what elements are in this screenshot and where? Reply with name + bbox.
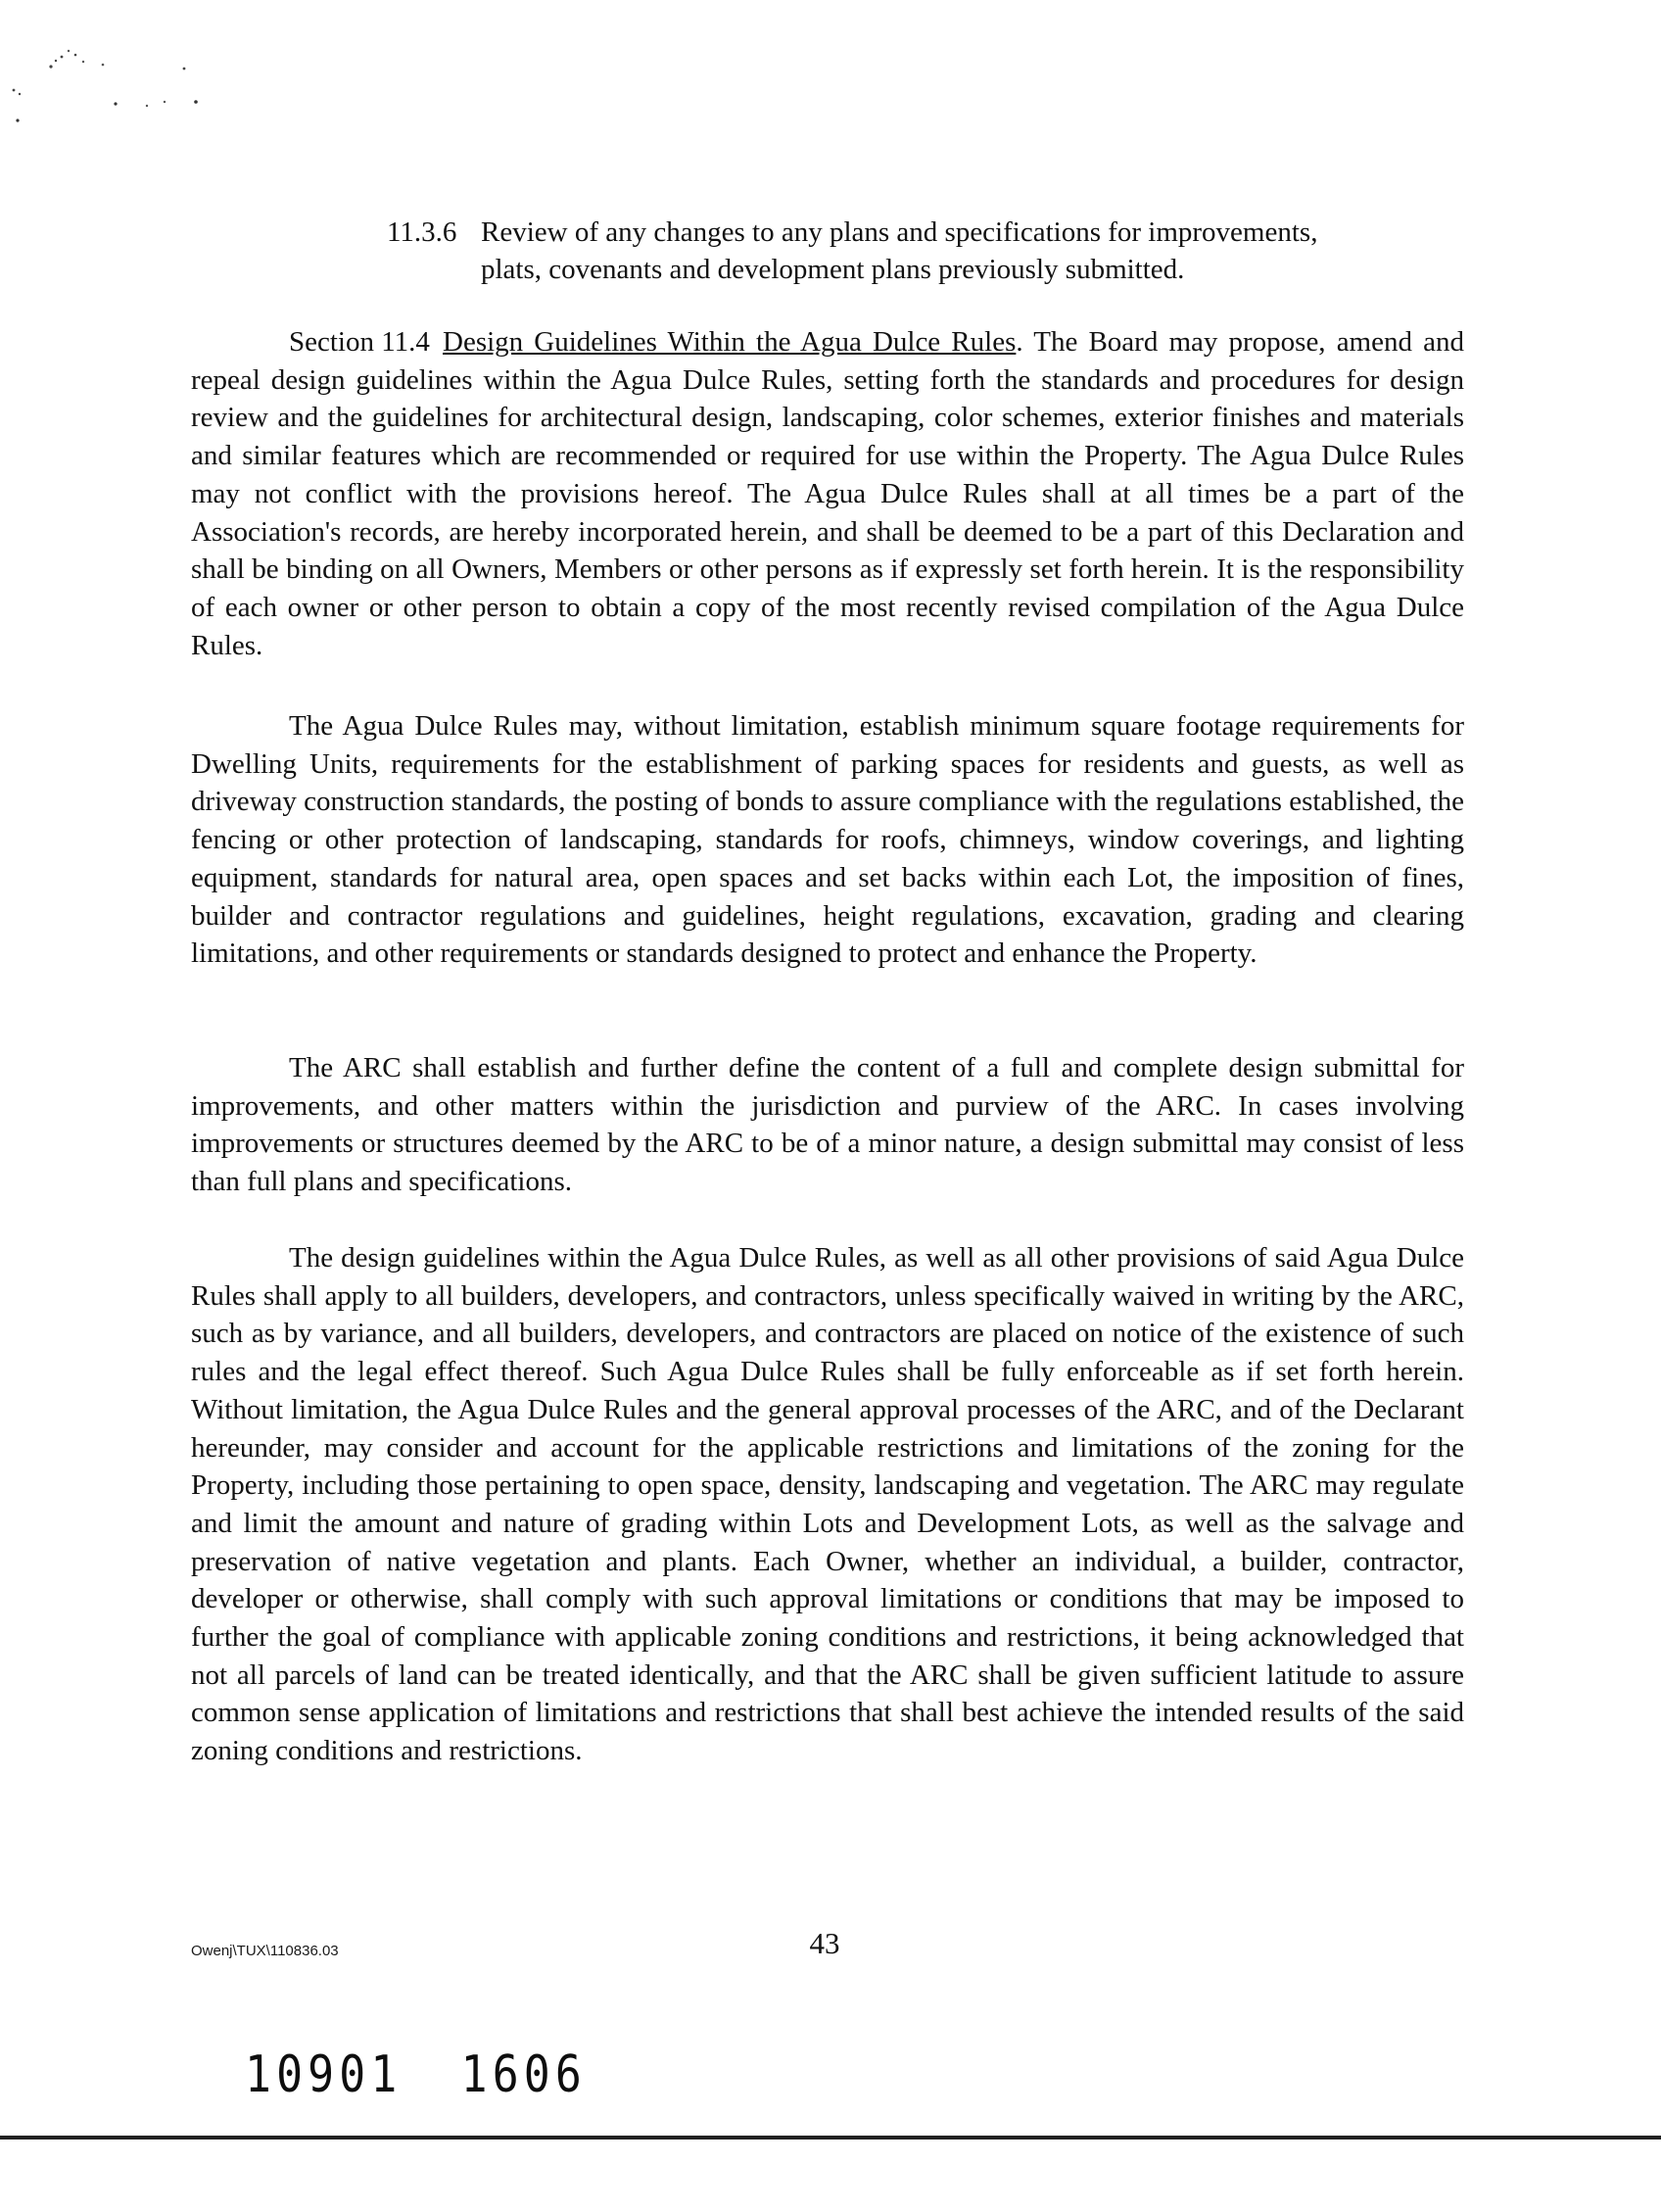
section-label: Section 11.4 [289,326,430,358]
item-text-line1: Review of any changes to any plans and specifications for improvements, [481,216,1318,248]
paragraph-arc-submittal [191,1049,1464,1201]
item-first-line [387,214,1464,251]
item-text-line2: plats, covenants and development plans previously submitted. [481,254,1185,285]
footer-document-code: Owenj\TUX\110836.03 [191,1943,339,1959]
recording-stamp [245,2045,587,2104]
paragraph-text: The Agua Dulce Rules may, without limitation, establish minimum square footage requirements for Dwelling Units, requirements for the establishment of parking spaces for residents and guests, as well as driveway construction standards, the posting of bonds to assure compliance with the regulations established, the fencing or other protection of landscaping, standards for roofs, chimneys, window coverings, and lighting equipment, standards for natural area, open spaces and set backs within each Lot, the imposition of fines, builder and contractor regulations and guidelines, height regulations, excavation, grading and clearing limitations, and other requirements or standards designed to protect and enhance the Property. [191,710,1464,970]
section-11-4-paragraph [191,323,1464,664]
section-body: . The Board may propose, amend and repeal design guidelines within the Agua Dulce Rules, setting forth the standards and procedures for design review and the guidelines for architectural design, landscaping, color schemes, exterior finishes and materials and similar features which are recommended or required for use within the Property. The Agua Dulce Rules may not conflict with the provisions hereof. The Agua Dulce Rules shall at all times be a part of the Association's records, are hereby incorporated herein, and shall be deemed to be a part of this Declaration and shall be binding on all Owners, Members or other persons as if expressly set forth herein. It is the responsibility of each owner or other person to obtain a copy of the most recently revised compilation of the Agua Dulce Rules. [191,326,1464,661]
section-heading: Design Guidelines Within the Agua Dulce Rules [443,326,1017,358]
paragraph-text: The design guidelines within the Agua Dulce Rules, as well as all other provisions of said Agua Dulce Rules shall apply to all builders, developers, and contractors, unless specifically waived in writing by the ARC, such as by variance, and all builders, developers, and contractors are placed on notice of the existence of such rules and the legal effect thereof. Such Agua Dulce Rules shall be fully enforceable as if set forth herein. Without limitation, the Agua Dulce Rules and the general approval processes of the ARC, and of the Declarant hereunder, may consider and account for the applicable restrictions and limitations of the zoning for the Property, including those pertaining to open space, density, landscaping and vegetation. The ARC may regulate and limit the amount and nature of grading within Lots and Development Lots, as well as the salvage and preservation of native vegetation and plants. Each Owner, whether an individual, a builder, contractor, developer or otherwise, shall comply with such approval limitations or conditions that may be imposed to further the goal of compliance with applicable zoning conditions and restrictions, it being acknowledged that not all parcels of land can be treated identically, and that the ARC shall be given sufficient latitude to assure common sense application of limitations and restrictions that shall best achieve the intended results of the said zoning conditions and restrictions. [191,1242,1464,1767]
paragraph-text: The ARC shall establish and further define the content of a full and complete design submittal for improvements, and other matters within the jurisdiction and purview of the ARC. In cases involving improvements or structures deemed by the ARC to be of a minor nature, a design submittal may consist of less than full plans and specifications. [191,1052,1464,1198]
paragraph-design-guidelines [191,1239,1464,1770]
item-number: 11.3.6 [387,216,457,248]
scan-specks [0,0,255,137]
stamp-page: 1606 [460,2045,587,2104]
page-number: 43 [809,1926,840,1960]
bottom-rule [0,2136,1661,2140]
list-item-11-3-6 [387,214,1464,288]
paragraph-rules-scope [191,707,1464,973]
stamp-volume: 10901 [245,2045,403,2104]
